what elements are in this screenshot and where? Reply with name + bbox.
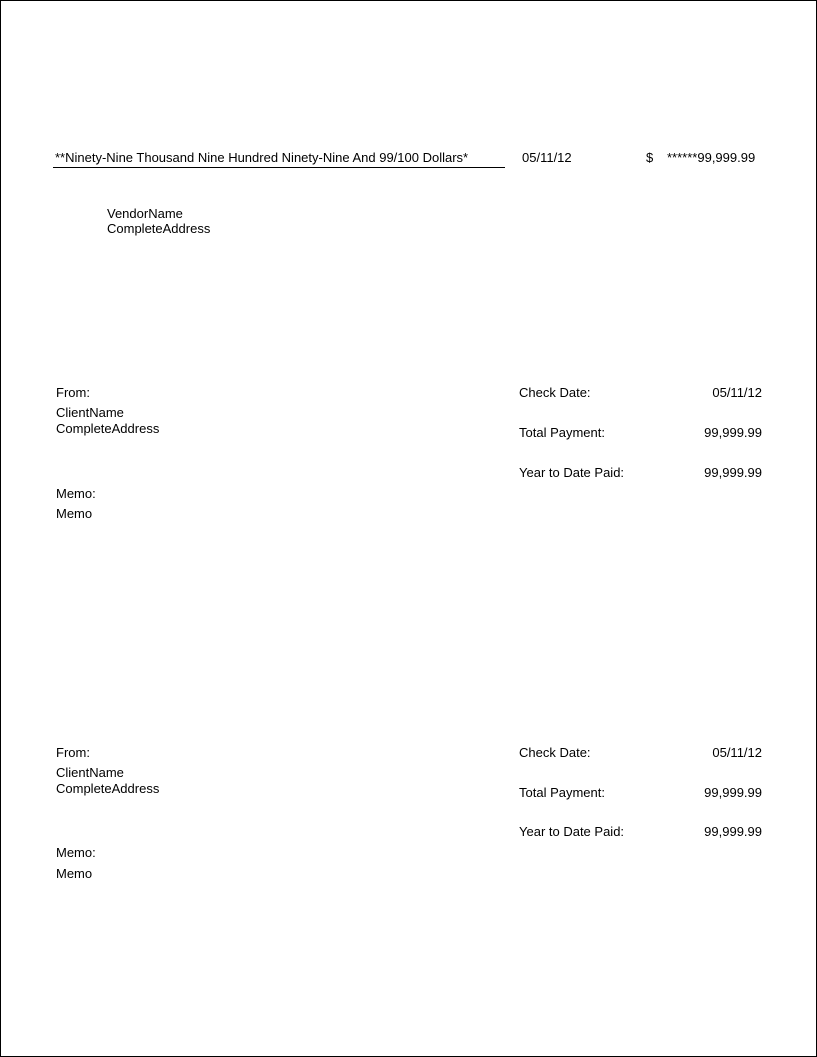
check-amount: ******99,999.99 [667,150,756,165]
stub2-total-payment-label: Total Payment: [519,785,605,800]
stub2-client-address: CompleteAddress [56,781,160,796]
stub2-from-label: From: [56,745,90,760]
stub1-ytd-label: Year to Date Paid: [519,465,625,480]
stub2-check-date: 05/11/12 [712,745,762,760]
check-currency-symbol: $ [646,150,654,165]
stub1-ytd-paid: 99,999.99 [704,465,762,480]
payee-address: CompleteAddress [107,221,211,236]
stub2-memo-label: Memo: [56,845,96,860]
stub1-client-address: CompleteAddress [56,421,160,436]
stub1-memo: Memo [56,506,93,521]
stub1-total-payment: 99,999.99 [704,425,762,440]
check-date: 05/11/12 [522,150,572,165]
stub1-check-date-label: Check Date: [519,385,591,400]
stub2-ytd-label: Year to Date Paid: [519,824,625,839]
stub1-total-payment-label: Total Payment: [519,425,605,440]
stub2-ytd-paid: 99,999.99 [704,824,762,839]
stub1-check-date: 05/11/12 [712,385,762,400]
stub2-client-name: ClientName [56,765,124,780]
check-amount-in-words: **Ninety-Nine Thousand Nine Hundred Ninety-Nine And 99/100 Dollars* [53,149,505,168]
payee-name: VendorName [107,206,183,221]
stub1-client-name: ClientName [56,405,124,420]
stub1-from-label: From: [56,385,90,400]
stub2-check-date-label: Check Date: [519,745,591,760]
stub2-total-payment: 99,999.99 [704,785,762,800]
stub2-memo: Memo [56,866,93,881]
stub1-memo-label: Memo: [56,486,96,501]
